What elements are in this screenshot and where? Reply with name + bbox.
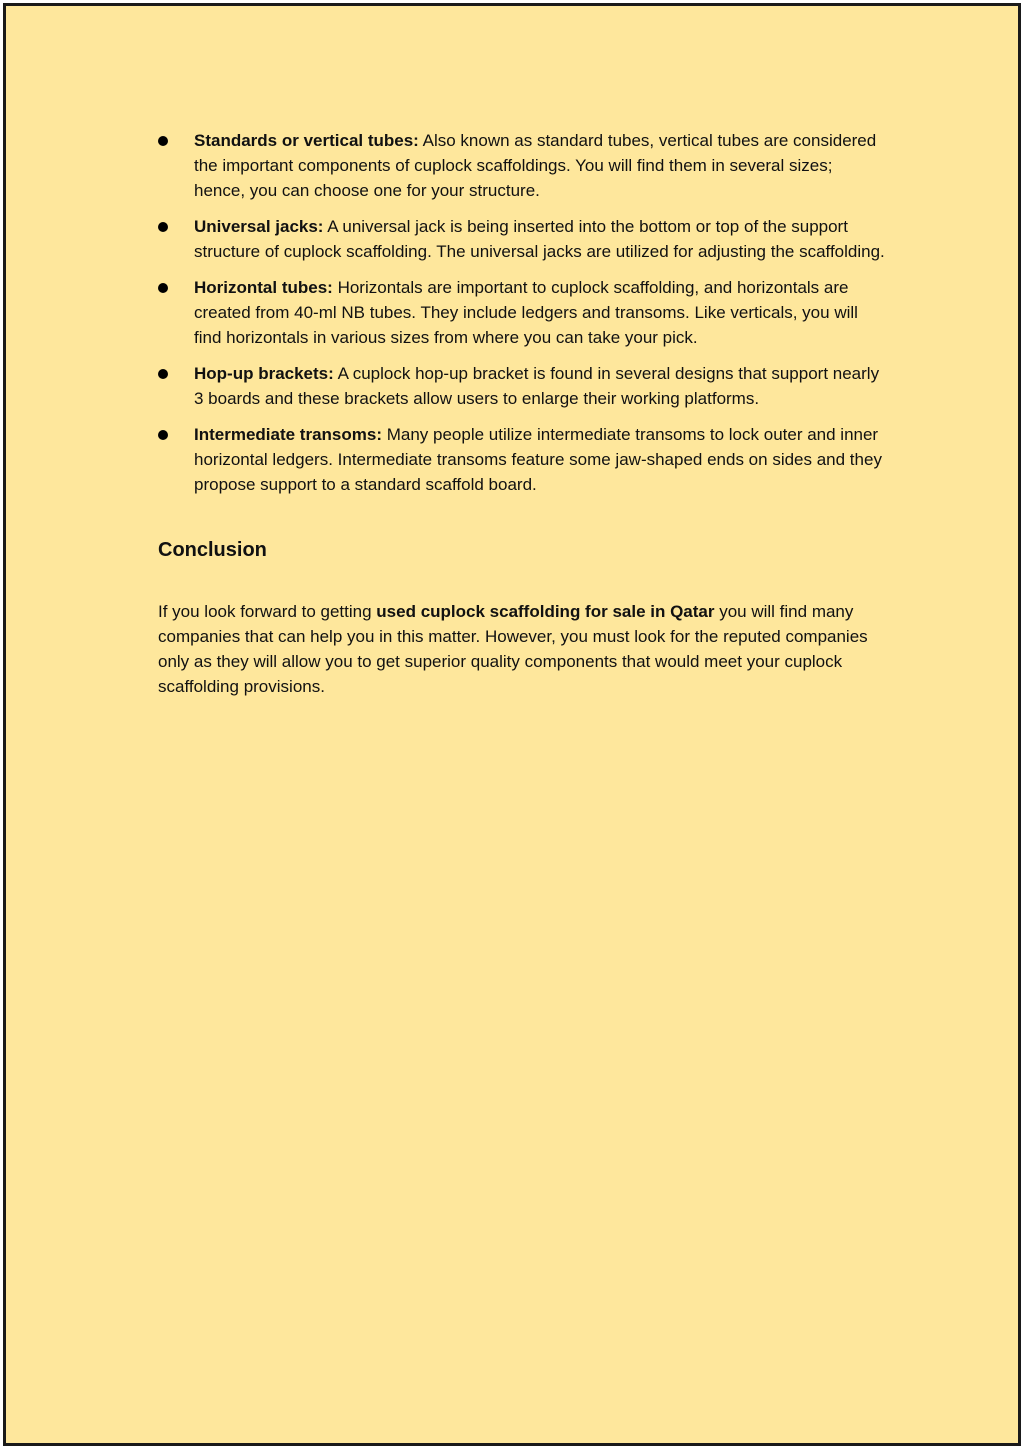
bullet-icon: [158, 430, 168, 440]
component-list: [158, 128, 886, 497]
conclusion-text-before: If you look forward to getting: [158, 602, 377, 621]
list-item-term: Intermediate transoms:: [194, 425, 382, 444]
conclusion-heading: Conclusion: [158, 539, 267, 561]
list-item: [158, 422, 886, 497]
list-item: [158, 128, 886, 203]
list-item-term: Hop-up brackets:: [194, 364, 334, 383]
list-item-text: A universal jack is being inserted into the bottom or top of the support structure of cuplock scaffolding. The universal jacks are utilized for adjusting the scaffolding.: [194, 217, 885, 261]
bullet-icon: [158, 222, 168, 232]
document-page: [3, 3, 1021, 1446]
list-item-term: Universal jacks:: [194, 217, 324, 236]
list-item-text: Horizontals are important to cuplock scaffolding, and horizontals are created from 40-ml NB tubes. They include ledgers and transoms. Like verticals, you will find horizontals in various sizes from where you can take your pick.: [194, 278, 858, 347]
list-item: [158, 214, 886, 264]
list-item-text: A cuplock hop-up bracket is found in several designs that support nearly 3 boards and these brackets allow users to enlarge their working platforms.: [194, 364, 880, 408]
conclusion-highlight: used cuplock scaffolding for sale in Qatar: [376, 602, 715, 621]
list-item-text: Many people utilize intermediate transoms to lock outer and inner horizontal ledgers. Intermediate transoms feature some jaw-shaped ends on sides and they propose support to a standard scaffold board.: [194, 425, 882, 494]
bullet-icon: [158, 369, 168, 379]
page-content: [158, 128, 886, 699]
bullet-icon: [158, 283, 168, 293]
bullet-icon: [158, 136, 168, 146]
list-item: [158, 275, 886, 350]
list-item: [158, 361, 886, 411]
conclusion-paragraph: [158, 599, 886, 699]
list-item-term: Standards or vertical tubes:: [194, 131, 419, 150]
list-item-term: Horizontal tubes:: [194, 278, 333, 297]
list-item-text: Also known as standard tubes, vertical tubes are considered the important components of cuplock scaffoldings. You will find them in several sizes; hence, you can choose one for your structure.: [194, 131, 877, 200]
conclusion-text-after: you will find many companies that can help you in this matter. However, you must look for the reputed companies only as they will allow you to get superior quality components that would meet your cuplock scaffolding provisions.: [158, 602, 868, 696]
